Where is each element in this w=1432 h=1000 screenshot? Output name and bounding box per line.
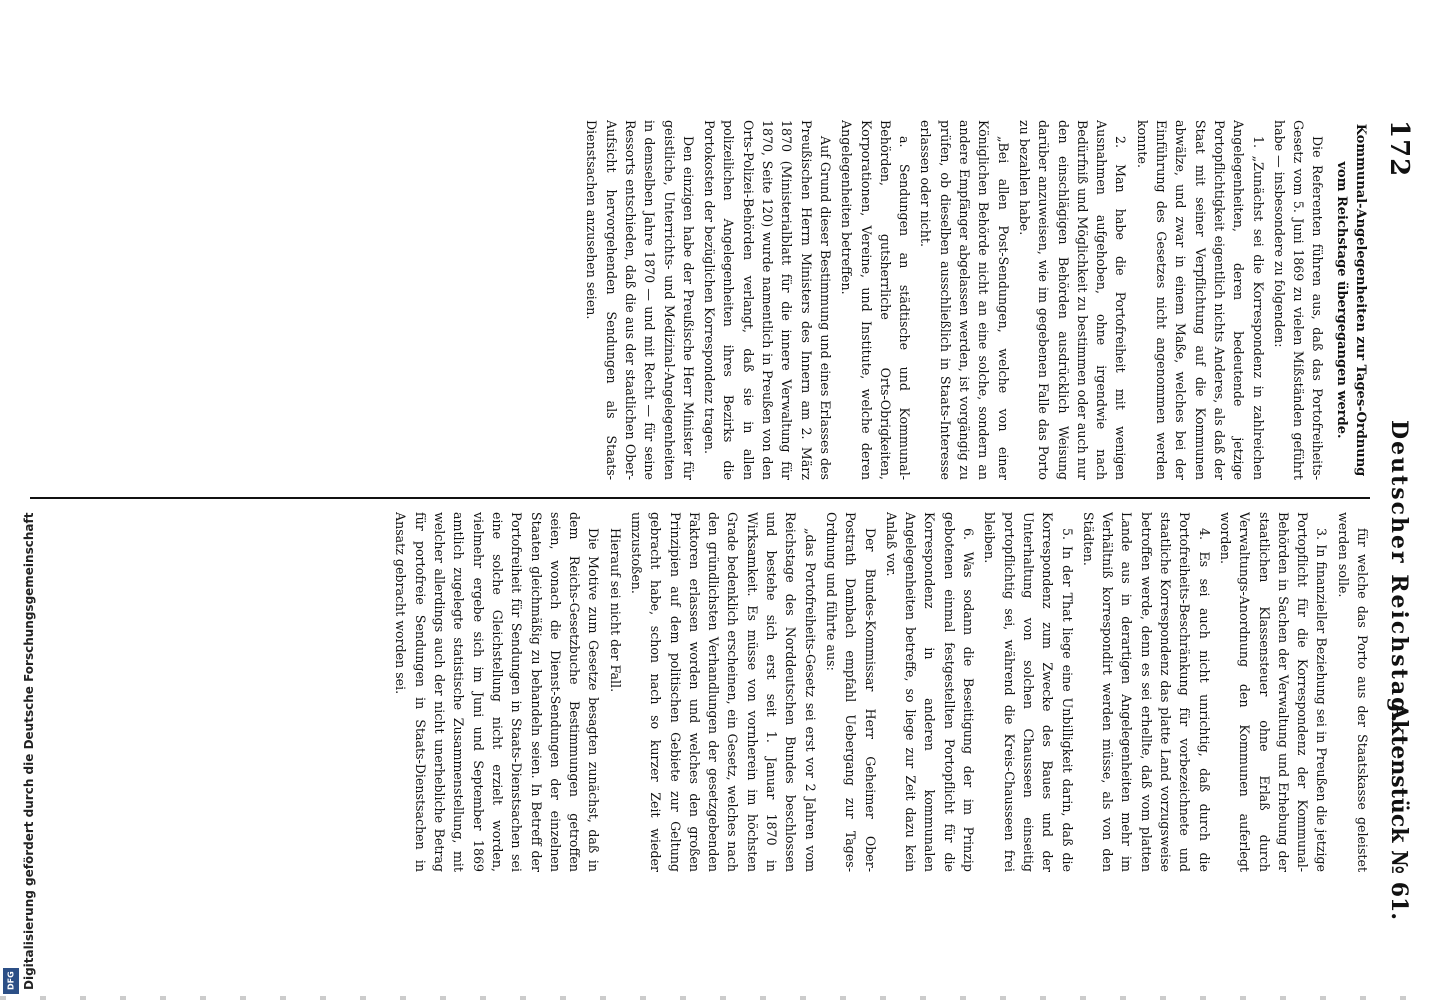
page-header bbox=[1378, 120, 1418, 920]
paragraph: a. Sendungen an städtische und Kommunal-Behörden, gutsherrliche Orts-Obrigkeiten, Korporationen, Vereine, und Institute, welche deren Angelegenheiten betreffen. bbox=[839, 120, 913, 480]
paragraph: 4. Es sei auch nicht unrichtig, daß durch die Portofreiheits-Beschränkung für vorbezeichnete und staatliche Korrespondenz das platte Land vorzugsweise betroffen werde, denn es sei erhellte, daß vom platten Lande aus in derartigen Angelegenheiten mehr im Verhältniß korrespondirt werden müsse, als von den Städten. bbox=[1080, 512, 1212, 872]
right-column bbox=[22, 512, 1372, 872]
document-reference: Aktenstück № 61. bbox=[1386, 702, 1412, 920]
scan-edge-marks bbox=[0, 996, 1432, 1000]
paragraph: 6. Was sodann die Beseitigung der im Prinzip gebotenen einmal festgestellten Portopflicht für die Korrespondenz in anderen kommunalen Angelegenheiten betreffe, so liege zur Zeit dazu kein Anlaß vor. bbox=[883, 512, 977, 872]
paragraph: für welche das Porto aus der Staatskasse geleistet werden solle. bbox=[1335, 512, 1370, 872]
dfg-logo-icon: DFG bbox=[3, 968, 19, 994]
paragraph: Hierauf sei nicht der Fall. bbox=[607, 528, 623, 693]
paragraph: 1. „Zunächst sei die Korrespondenz in zahlreichen Angelegenheiten, deren bedeutende jetzige Portopflichtigkeit eigentlich nichts Anderes, als daß der Staat mit seiner Verpflichtung auf die Kommunen abwälze, und zwar in einem Maße, welches bei der Einführung des Gesetzes nicht angenommen werden konnte. bbox=[1134, 120, 1266, 480]
credit-text: Digitalisierung gefördert durch die Deutsche Forschungsgemeinschaft bbox=[22, 512, 36, 990]
paragraph: Die Referenten führen aus, daß das Portofreiheits-Gesetz vom 5. Juni 1869 zu vielen Mißständen geführt habe — insbesondere zu folgenden: bbox=[1271, 120, 1326, 480]
paragraph: Auf Grund dieser Bestimmung und eines Erlasses des Preußischen Herrn Ministers des Innern am 2. März 1870 (Ministerialblatt für die innere Verwaltung für 1870, Seite 120) wurde namentlich in Preußen von den Orts-Polizei-Behörden verlangt, daß sie in allen polizeilichen Angelegenheiten ihres Bezirks die Portokosten der bezüglichen Korrespondenz tragen. bbox=[702, 120, 833, 480]
paragraph: „das Portofreiheits-Gesetz sei erst vor 2 Jahren vom Reichstage des Norddeutschen Bundes beschlossen und bestehe sich erst seit 1. Januar 1870 in Wirksamkeit. Es müsse von vornherein im höchsten Grade bedenklich erscheinen, ein Gesetz, welches nach den gründlichsten Verhandlungen der gesetzgebenden Faktoren erlassen worden und welches den großen Prinzipien auf dem politischen Gebiete zur Geltung gebracht habe, schon nach so kurzer Zeit wieder umzustoßen. bbox=[629, 512, 818, 872]
paragraph: Die Motive zum Gesetze besagten zunächst, daß in dem Reichs-Gesetzbuche Bestimmungen getroffen seien, wonach die Dienst-Sendungen der einzelnen Staaten gleichmäßig zu behandeln seien. In Betreff der Portofreiheit für Sendungen in Staats-Dienstsachen sei eine solche Gleichstellung nicht erzielt worden, vielmehr ergebe sich im Juni und September 1869 amtlich zugelegte statistische Zusammenstellung, mit welcher allerdings auch der nicht unerhebliche Betrag für portofreie Sendungen in Staats-Dienstsachen in Ansatz gebracht worden sei. bbox=[393, 512, 602, 872]
column-divider bbox=[30, 497, 1370, 499]
paragraph: „Bei allen Post-Sendungen, welche von einer Königlichen Behörde nicht an eine solche, sondern an andere Empfänger abgelassen werden, ist vorgängig zu prüfen, ob dieselben ausschließlich in Staats-Interesse erlassen oder nicht. bbox=[918, 120, 1011, 480]
paragraph: 3. In finanzieller Beziehung sei in Preußen die jetzige Portopflicht für die Korrespondenz der Kommunal-Behörden in Sachen der Verwaltung und Erhebung der staatlichen Klassensteuer ohne Erlaß durch Verwaltungs-Anordnung den Kommunen auferlegt worden. bbox=[1217, 512, 1330, 872]
page-number: 172 bbox=[1384, 120, 1414, 178]
paragraph: 2. Man habe die Portofreiheit mit wenigen Ausnahmen aufgehoben, ohne irgendwie nach Bedürfniß und Möglichkeit zu bestimmen oder auch nur den einschlägigen Behörden ausdrücklich Weisung darüber anzuweisen, wie im gegebenen Falle das Porto zu bezahlen habe. bbox=[1016, 120, 1129, 480]
paragraph: Den einzigen habe der Preußische Herr Minister für geistliche, Unterrichts- und Medizinal-Angelegenheiten in demselben Jahre 1870 — und mit Recht — für seine Ressorts entschieden, daß die aus der staatlichen Ober-Aufsicht hervorgehenden Sendungen als Staats-Dienstsachen anzusehen seien. bbox=[584, 120, 696, 480]
digitization-credit bbox=[2, 40, 36, 990]
paragraph: 5. In der That liege eine Unbilligkeit darin, daß die Korrespondenz zum Zwecke des Baues und der Unterhaltung von solchen Chausseen einseitig portopflichtig sei, während die Kreis-Chausseen frei bleiben. bbox=[982, 512, 1075, 872]
left-column bbox=[22, 120, 1372, 480]
paragraph: Der Bundes-Kommissar Herr Geheimer Ober-Postrath Dambach empfahl Uebergang zur Tages-Ordnung und führte aus: bbox=[823, 512, 878, 872]
left-column-heading: Kommunal-Angelegenheiten zur Tages-Ordnung vom Reichstage übergegangen werde. bbox=[1333, 123, 1368, 477]
page-title: Deutscher Reichstag. bbox=[1386, 420, 1412, 725]
